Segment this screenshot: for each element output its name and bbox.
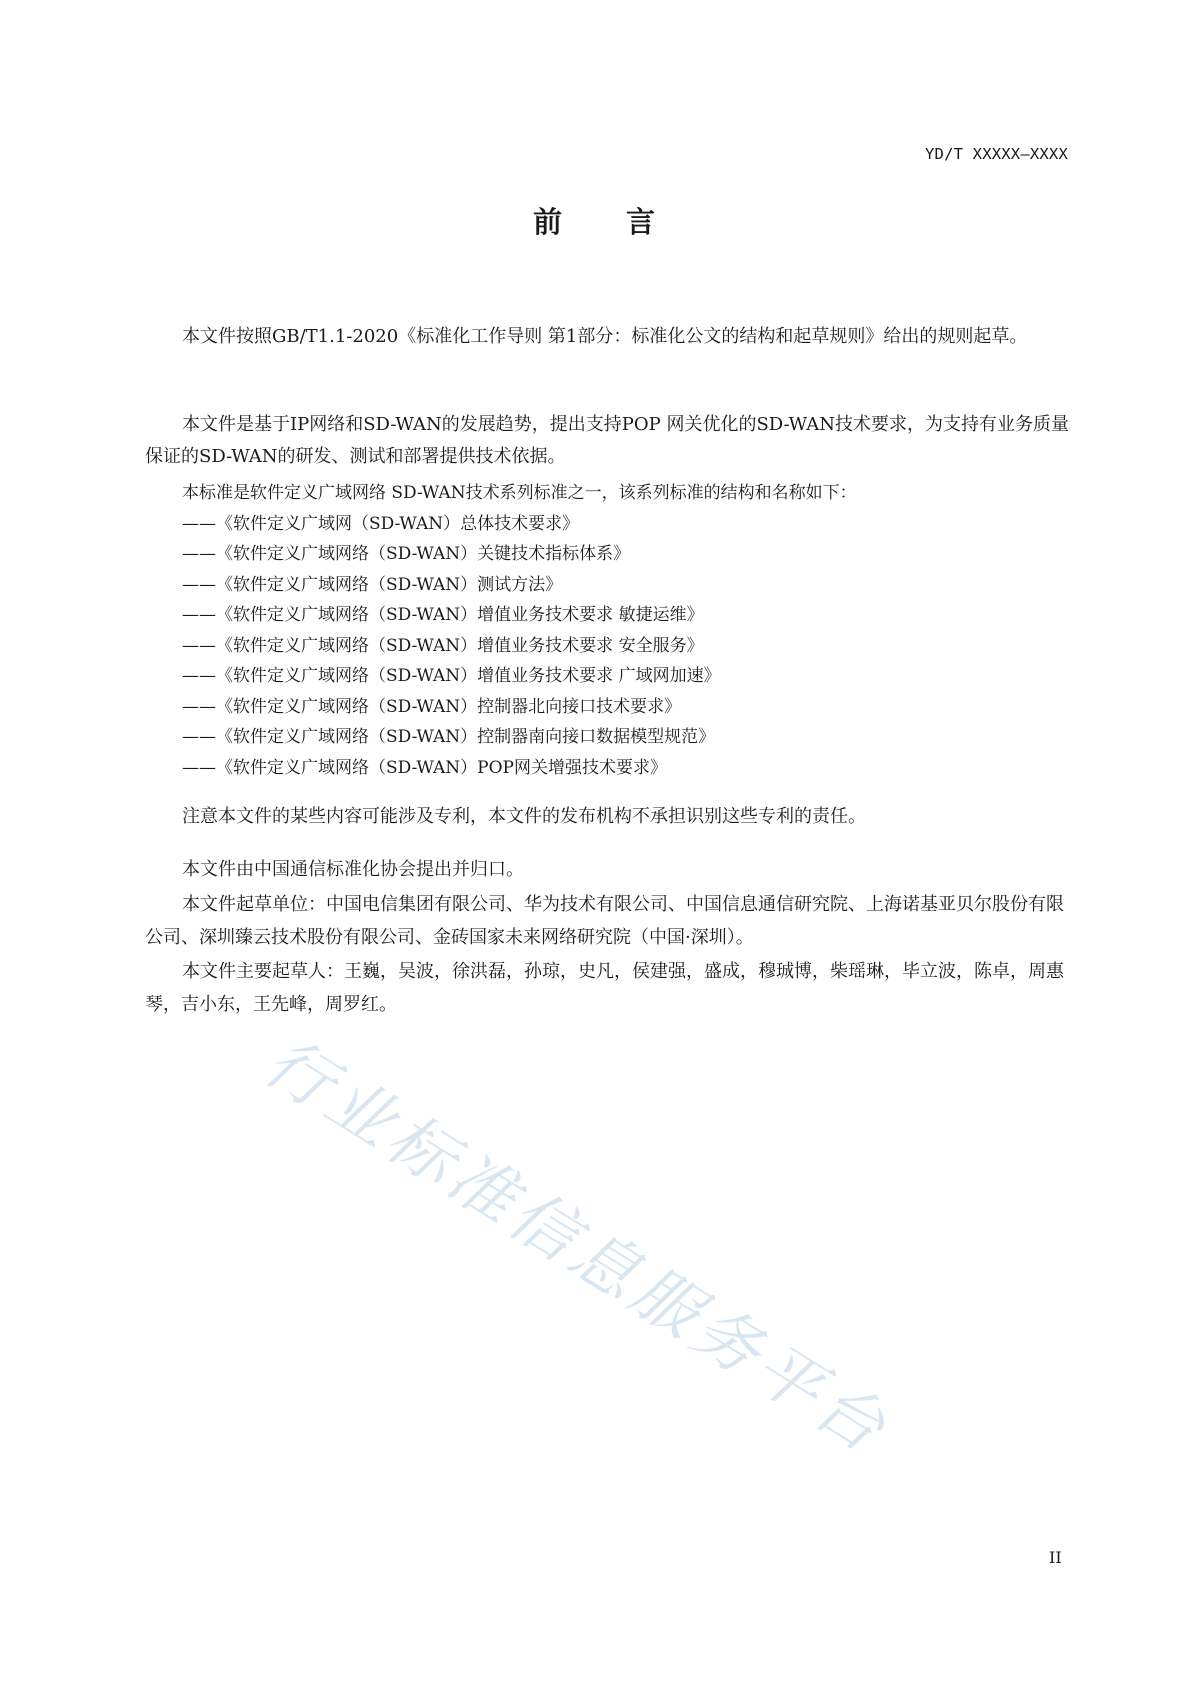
series-item: ——《软件定义广域网（SD-WAN）总体技术要求》 <box>182 513 580 534</box>
series-item: ——《软件定义广域网络（SD-WAN）POP网关增强技术要求》 <box>182 757 667 778</box>
paragraph-origin: 本文件由中国通信标准化协会提出并归口。 <box>182 859 524 880</box>
series-item: ——《软件定义广域网络（SD-WAN）增值业务技术要求 敏捷运维》 <box>182 605 704 625</box>
paragraph-patent-notice: 注意本文件的某些内容可能涉及专利，本文件的发布机构不承担识别这些专利的责任。 <box>182 806 866 827</box>
series-item: ——《软件定义广域网络（SD-WAN）增值业务技术要求 安全服务》 <box>182 635 704 656</box>
page-number: II <box>1049 1548 1062 1567</box>
watermark: 行业标准信息服务平台 <box>251 1022 903 1470</box>
title-char-2: 言 <box>626 205 658 239</box>
series-intro: 本标准是软件定义广域网络 SD-WAN技术系列标准之一，该系列标准的结构和名称如下： <box>182 483 857 503</box>
title-char-1: 前 <box>532 205 564 239</box>
series-item: ——《软件定义广域网络（SD-WAN）增值业务技术要求 广域网加速》 <box>182 666 721 686</box>
page-title <box>0 200 1190 241</box>
series-item: ——《软件定义广域网络（SD-WAN）关键技术指标体系》 <box>182 544 631 564</box>
series-item: ——《软件定义广域网络（SD-WAN）测试方法》 <box>182 574 563 595</box>
paragraph-drafters: 本文件主要起草人：王巍，吴波，徐洪磊，孙琼，史凡，侯建强，盛成，穆珹博，柴瑶琳，毕立波，陈卓，周惠琴，吉小东，王先峰，周罗红。 <box>145 961 1064 1015</box>
paragraph-drafting-units: 本文件起草单位：中国电信集团有限公司、华为技术有限公司、中国信息通信研究院、上海诺基亚贝尔股份有限公司、深圳臻云技术股份有限公司、金砖国家未来网络研究院（中国·深圳）。 <box>145 894 1064 948</box>
paragraph-purpose: 本文件是基于IP网络和SD-WAN的发展趋势，提出支持POP 网关优化的SD-WAN技术要求，为支持有业务质量保证的SD-WAN的研发、测试和部署提供技术依据。 <box>145 414 1070 467</box>
series-list <box>182 478 857 783</box>
series-item: ——《软件定义广域网络（SD-WAN）控制器南向接口数据模型规范》 <box>182 727 716 747</box>
document-code: YD/T XXXXX—XXXX <box>925 145 1068 163</box>
series-item: ——《软件定义广域网络（SD-WAN）控制器北向接口技术要求》 <box>182 696 682 717</box>
paragraph-drafting-rules: 本文件按照GB/T1.1-2020《标准化工作导则 第1部分：标准化公文的结构和起草规则》给出的规则起草。 <box>182 326 1028 347</box>
